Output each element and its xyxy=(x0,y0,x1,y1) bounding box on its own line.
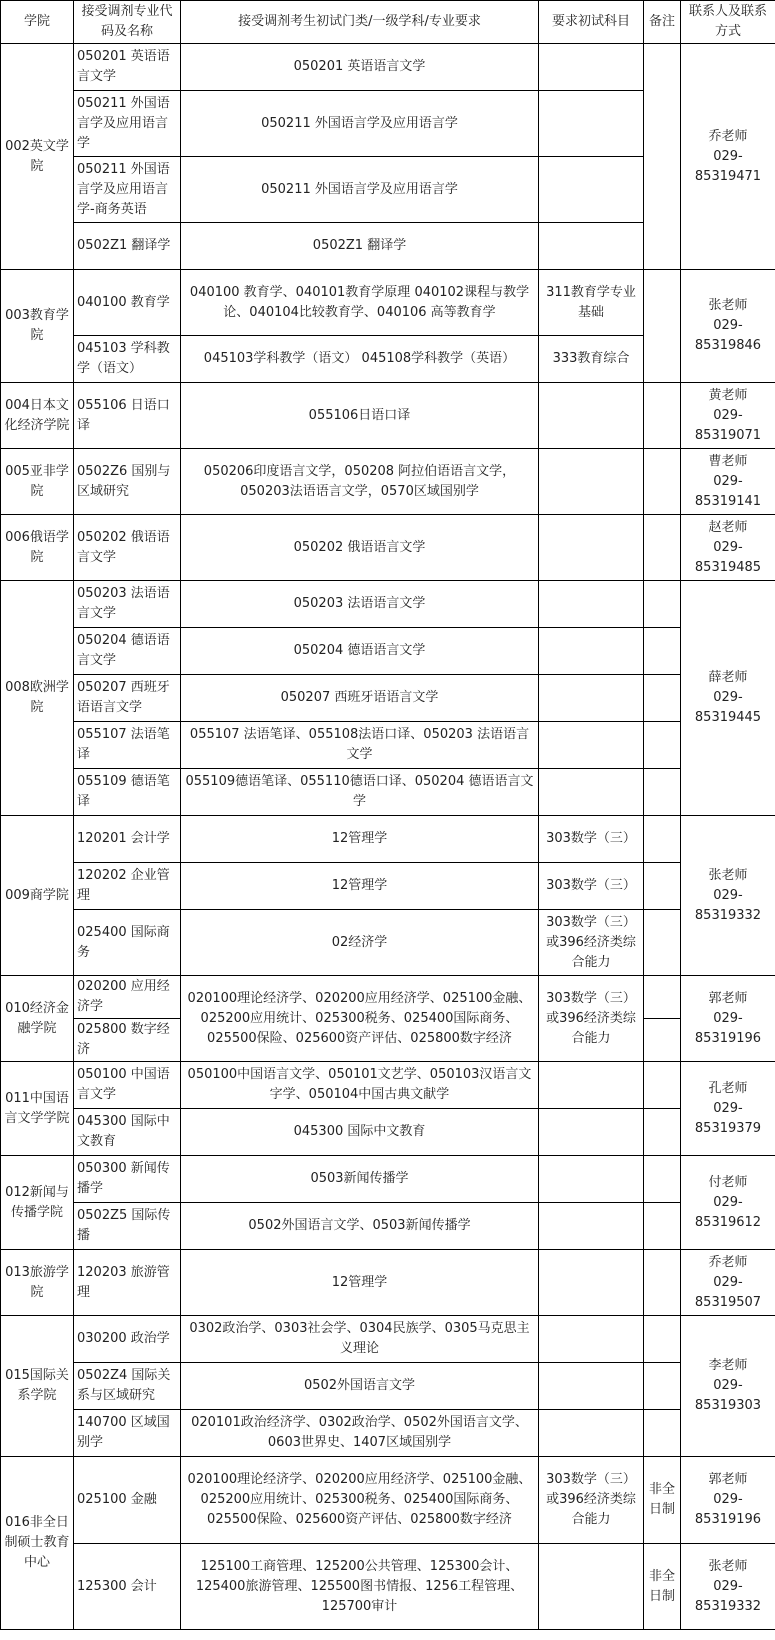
subject-cell xyxy=(539,1062,644,1109)
contact-prefix: 029- xyxy=(713,318,743,333)
table-row xyxy=(1,863,775,910)
subject-cell xyxy=(539,157,644,223)
major-cell: 055109 德语笔译 xyxy=(74,769,181,816)
subject-cell xyxy=(539,44,644,91)
note-cell xyxy=(644,976,681,1019)
requirement-cell: 050207 西班牙语语言文学 xyxy=(181,675,539,722)
contact-prefix: 029- xyxy=(713,1274,743,1290)
major-cell: 030200 政治学 xyxy=(74,1316,181,1363)
contact-name: 张老师 xyxy=(708,1558,748,1574)
table-row xyxy=(1,722,775,769)
major-cell: 050203 法语语言文学 xyxy=(74,581,181,628)
subject-cell: 303数学（三） xyxy=(539,816,644,863)
note-cell xyxy=(644,383,681,449)
table-row xyxy=(1,44,775,91)
major-cell: 0502Z5 国际传播 xyxy=(74,1203,181,1250)
contact-cell xyxy=(681,44,775,270)
requirement-cell: 02经济学 xyxy=(181,910,539,976)
requirement-cell: 12管理学 xyxy=(181,863,539,910)
contact-cell xyxy=(681,515,775,581)
subject-cell xyxy=(539,1156,644,1203)
note-cell xyxy=(644,1203,681,1250)
subject-cell xyxy=(539,675,644,722)
contact-name: 孔老师 xyxy=(708,1080,748,1096)
major-cell: 050300 新闻传播学 xyxy=(74,1156,181,1203)
table-row xyxy=(1,270,775,336)
requirement-cell: 055107 法语笔译、055108法语口译、050203 法语语言文学 xyxy=(181,722,539,769)
note-cell xyxy=(644,816,681,863)
contact-name: 薛老师 xyxy=(708,670,748,685)
major-cell: 045300 国际中文教育 xyxy=(74,1109,181,1156)
requirement-cell: 0502外国语言文学 xyxy=(181,1363,539,1410)
table-row xyxy=(1,383,775,449)
note-cell xyxy=(644,722,681,769)
table-row xyxy=(1,628,775,675)
requirement-cell: 0502Z1 翻译学 xyxy=(181,223,539,270)
note-cell xyxy=(644,449,681,515)
header-requirement: 接受调剂考生初试门类/一级学科/专业要求 xyxy=(181,1,539,44)
contact-name: 曹老师 xyxy=(708,453,748,469)
contact-prefix: 029- xyxy=(713,148,743,164)
table-row xyxy=(1,1544,775,1630)
note-cell xyxy=(644,910,681,976)
contact-cell xyxy=(681,1156,775,1250)
contact-phone: 85319071 xyxy=(694,427,762,443)
contact-cell xyxy=(681,270,775,383)
college-cell: 006俄语学院 xyxy=(1,515,74,581)
contact-phone: 85319332 xyxy=(694,1598,762,1614)
note-cell xyxy=(644,1156,681,1203)
requirement-cell: 050206印度语言文学，050208 阿拉伯语语言文学，050203法语语言文学，0570区域国别学 xyxy=(181,449,539,515)
contact-phone: 85319332 xyxy=(694,907,762,923)
note-cell: 非全日制 xyxy=(644,1457,681,1544)
table-row xyxy=(1,1457,775,1544)
contact-phone: 85319846 xyxy=(694,338,762,353)
major-cell: 050211 外国语言学及应用语言学-商务英语 xyxy=(74,157,181,223)
note-cell: 非全日制 xyxy=(644,1544,681,1630)
subject-cell xyxy=(539,91,644,157)
contact-phone: 85319507 xyxy=(694,1294,762,1310)
requirement-cell: 020100理论经济学、020200应用经济学、025100金融、025200应用统计、025300税务、025400国际商务、025500保险、025600资产评估、025800数字经济 xyxy=(181,1457,539,1544)
college-cell: 012新闻与传播学院 xyxy=(1,1156,74,1250)
note-cell xyxy=(644,270,681,383)
college-cell: 002英文学院 xyxy=(1,44,74,270)
requirement-cell: 12管理学 xyxy=(181,1250,539,1316)
note-cell xyxy=(644,863,681,910)
contact-phone: 85319303 xyxy=(694,1398,762,1413)
contact-name: 张老师 xyxy=(708,298,748,313)
college-cell: 011中国语言文学学院 xyxy=(1,1062,74,1156)
requirement-cell: 045300 国际中文教育 xyxy=(181,1109,539,1156)
contact-prefix: 029- xyxy=(713,1010,743,1026)
requirement-cell: 050100中国语言文学、050101文艺学、050103汉语言文字学、050104中国古典文献学 xyxy=(181,1062,539,1109)
major-cell: 0502Z1 翻译学 xyxy=(74,223,181,270)
college-cell: 010经济金融学院 xyxy=(1,976,74,1062)
subject-cell xyxy=(539,1203,644,1250)
note-cell xyxy=(644,1363,681,1410)
subject-cell xyxy=(539,515,644,581)
contact-cell xyxy=(681,449,775,515)
major-cell: 020200 应用经济学 xyxy=(74,976,181,1019)
contact-cell xyxy=(681,581,775,816)
major-cell: 050204 德语语言文学 xyxy=(74,628,181,675)
table-row xyxy=(1,675,775,722)
contact-cell xyxy=(681,1457,775,1544)
note-cell xyxy=(644,628,681,675)
subject-cell xyxy=(539,1410,644,1457)
major-cell: 055106 日语口译 xyxy=(74,383,181,449)
note-cell xyxy=(644,515,681,581)
contact-prefix: 029- xyxy=(713,1578,743,1594)
major-cell: 045103 学科教学（语文） xyxy=(74,336,181,383)
subject-cell: 303数学（三） xyxy=(539,863,644,910)
major-cell: 125300 会计 xyxy=(74,1544,181,1630)
college-cell: 015国际关系学院 xyxy=(1,1316,74,1457)
table-row xyxy=(1,1363,775,1410)
table-row xyxy=(1,1410,775,1457)
table-row xyxy=(1,1109,775,1156)
requirement-cell: 050211 外国语言学及应用语言学 xyxy=(181,157,539,223)
requirement-cell: 050203 法语语言文学 xyxy=(181,581,539,628)
contact-phone: 85319196 xyxy=(694,1030,762,1046)
note-cell xyxy=(644,1316,681,1363)
subject-cell xyxy=(539,769,644,816)
college-cell: 008欧洲学院 xyxy=(1,581,74,816)
requirement-cell: 020100理论经济学、020200应用经济学、025100金融、025200应用统计、025300税务、025400国际商务、025500保险、025600资产评估、025800数字经济 xyxy=(181,976,539,1062)
contact-name: 郭老师 xyxy=(708,1472,748,1487)
contact-name: 赵老师 xyxy=(708,519,748,535)
table-row xyxy=(1,515,775,581)
requirement-cell: 050201 英语语言文学 xyxy=(181,44,539,91)
table-row xyxy=(1,1203,775,1250)
requirement-cell: 050204 德语语言文学 xyxy=(181,628,539,675)
note-cell xyxy=(644,1250,681,1316)
major-cell: 120203 旅游管理 xyxy=(74,1250,181,1316)
header-contact: 联系人及联系方式 xyxy=(681,1,775,44)
contact-cell xyxy=(681,1544,775,1630)
contact-name: 付老师 xyxy=(708,1174,748,1190)
subject-cell: 303数学（三）或396经济类综合能力 xyxy=(539,1457,644,1544)
contact-prefix: 029- xyxy=(713,407,743,423)
major-cell: 025800 数字经济 xyxy=(74,1019,181,1062)
contact-cell xyxy=(681,976,775,1062)
college-cell: 016非全日制硕士教育中心 xyxy=(1,1457,74,1630)
major-cell: 140700 区域国别学 xyxy=(74,1410,181,1457)
subject-cell xyxy=(539,449,644,515)
contact-prefix: 029- xyxy=(713,690,743,705)
requirement-cell: 055106日语口译 xyxy=(181,383,539,449)
requirement-cell: 0502外国语言文学、0503新闻传播学 xyxy=(181,1203,539,1250)
subject-cell xyxy=(539,223,644,270)
requirement-cell: 12管理学 xyxy=(181,816,539,863)
subject-cell xyxy=(539,1363,644,1410)
table-row xyxy=(1,1250,775,1316)
contact-cell xyxy=(681,1316,775,1457)
note-cell xyxy=(644,769,681,816)
table-row xyxy=(1,1156,775,1203)
table-row xyxy=(1,581,775,628)
note-cell xyxy=(644,1109,681,1156)
table-row xyxy=(1,910,775,976)
subject-cell: 303数学（三）或396经济类综合能力 xyxy=(539,976,644,1062)
contact-phone: 85319445 xyxy=(694,710,762,725)
major-cell: 050201 英语语言文学 xyxy=(74,44,181,91)
subject-cell xyxy=(539,628,644,675)
subject-cell: 333教育综合 xyxy=(539,336,644,383)
requirement-cell: 050211 外国语言学及应用语言学 xyxy=(181,91,539,157)
contact-phone: 85319485 xyxy=(694,559,762,575)
requirement-cell: 045103学科教学（语文） 045108学科教学（英语） xyxy=(181,336,539,383)
contact-name: 黄老师 xyxy=(708,387,748,403)
major-cell: 025100 金融 xyxy=(74,1457,181,1544)
table-row xyxy=(1,1062,775,1109)
major-cell: 040100 教育学 xyxy=(74,270,181,336)
note-cell xyxy=(644,44,681,270)
requirement-cell: 125100工商管理、125200公共管理、125300会计、125400旅游管理、125500图书情报、1256工程管理、125700审计 xyxy=(181,1544,539,1630)
major-cell: 050202 俄语语言文学 xyxy=(74,515,181,581)
note-cell xyxy=(644,675,681,722)
subject-cell xyxy=(539,1544,644,1630)
subject-cell xyxy=(539,1109,644,1156)
subject-cell: 311教育学专业基础 xyxy=(539,270,644,336)
contact-name: 张老师 xyxy=(708,867,748,883)
contact-name: 李老师 xyxy=(708,1358,748,1373)
requirement-cell: 0302政治学、0303社会学、0304民族学、0305马克思主义理论 xyxy=(181,1316,539,1363)
contact-phone: 85319471 xyxy=(694,168,762,184)
college-cell: 013旅游学院 xyxy=(1,1250,74,1316)
contact-cell xyxy=(681,1062,775,1156)
contact-prefix: 029- xyxy=(713,473,743,489)
major-cell: 120202 企业管理 xyxy=(74,863,181,910)
contact-name: 郭老师 xyxy=(708,990,748,1006)
subject-cell xyxy=(539,1250,644,1316)
header-major: 接受调剂专业代码及名称 xyxy=(74,1,181,44)
contact-cell xyxy=(681,383,775,449)
contact-name: 乔老师 xyxy=(708,1254,748,1270)
contact-prefix: 029- xyxy=(713,1194,743,1210)
requirement-cell: 040100 教育学、040101教育学原理 040102课程与教学论、040104比较教育学、040106 高等教育学 xyxy=(181,270,539,336)
table-row xyxy=(1,769,775,816)
subject-cell xyxy=(539,383,644,449)
header-note: 备注 xyxy=(644,1,681,44)
contact-prefix: 029- xyxy=(713,1378,743,1393)
college-cell: 003教育学院 xyxy=(1,270,74,383)
contact-phone: 85319612 xyxy=(694,1214,762,1230)
college-cell: 004日本文化经济学院 xyxy=(1,383,74,449)
major-cell: 050211 外国语言学及应用语言学 xyxy=(74,91,181,157)
table-row xyxy=(1,1316,775,1363)
note-cell xyxy=(644,581,681,628)
requirement-cell: 020101政治经济学、0302政治学、0502外国语言文学、0603世界史、1407区域国别学 xyxy=(181,1410,539,1457)
contact-cell xyxy=(681,816,775,976)
note-cell xyxy=(644,1062,681,1109)
subject-cell xyxy=(539,581,644,628)
contact-phone: 85319196 xyxy=(694,1512,762,1527)
college-cell: 009商学院 xyxy=(1,816,74,976)
contact-name: 乔老师 xyxy=(708,128,748,144)
college-cell: 005亚非学院 xyxy=(1,449,74,515)
header-subject: 要求初试科目 xyxy=(539,1,644,44)
contact-phone: 85319141 xyxy=(694,493,762,509)
requirement-cell: 0503新闻传播学 xyxy=(181,1156,539,1203)
contact-prefix: 029- xyxy=(713,539,743,555)
major-cell: 0502Z4 国际关系与区域研究 xyxy=(74,1363,181,1410)
table-row xyxy=(1,449,775,515)
major-cell: 025400 国际商务 xyxy=(74,910,181,976)
subject-cell xyxy=(539,1316,644,1363)
contact-prefix: 029- xyxy=(713,1100,743,1116)
requirement-cell: 050202 俄语语言文学 xyxy=(181,515,539,581)
header-college: 学院 xyxy=(1,1,74,44)
contact-prefix: 029- xyxy=(713,887,743,903)
requirement-cell: 055109德语笔译、055110德语口译、050204 德语语言文学 xyxy=(181,769,539,816)
note-cell xyxy=(644,1019,681,1062)
major-cell: 050100 中国语言文学 xyxy=(74,1062,181,1109)
subject-cell: 303数学（三）或396经济类综合能力 xyxy=(539,910,644,976)
major-cell: 050207 西班牙语语言文学 xyxy=(74,675,181,722)
contact-prefix: 029- xyxy=(713,1492,743,1507)
contact-phone: 85319379 xyxy=(694,1120,762,1136)
major-cell: 055107 法语笔译 xyxy=(74,722,181,769)
major-cell: 0502Z6 国别与区域研究 xyxy=(74,449,181,515)
contact-cell xyxy=(681,1250,775,1316)
subject-cell xyxy=(539,722,644,769)
note-cell xyxy=(644,1410,681,1457)
major-cell: 120201 会计学 xyxy=(74,816,181,863)
table-row xyxy=(1,816,775,863)
table-row xyxy=(1,976,775,1019)
